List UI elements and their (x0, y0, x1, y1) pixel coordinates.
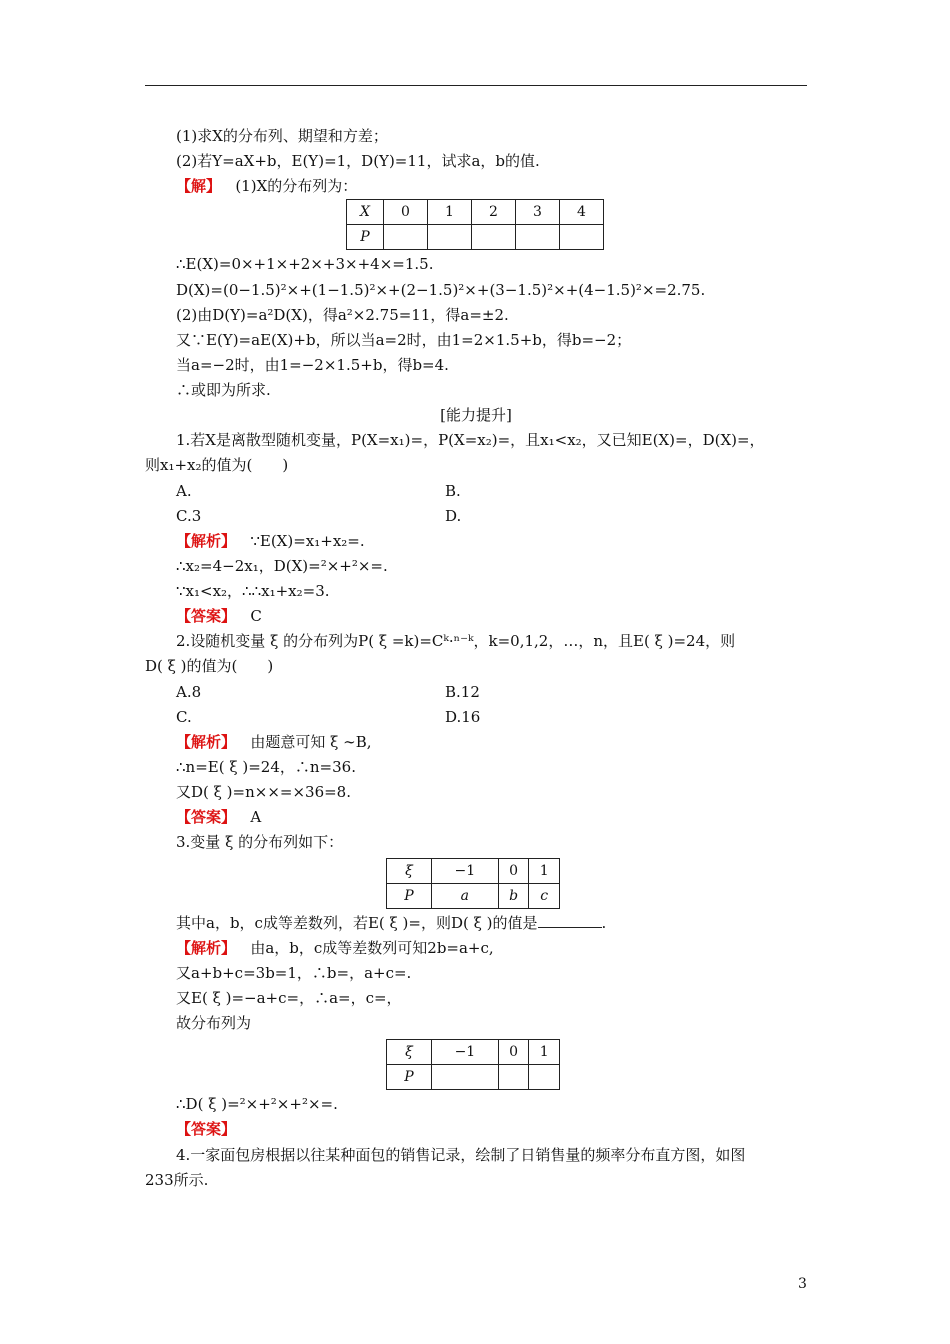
period-mark: . (601, 914, 607, 932)
analysis-text: 由a，b，c成等差数列可知2b=a+c, (250, 939, 494, 957)
table-cell: 0 (498, 1040, 529, 1065)
analysis-label: 【解析】 (176, 532, 237, 550)
expectation-line: ∴E(X)=0×+1×+2×+3×+4×=1.5. (176, 255, 434, 273)
part2-line-2: 又∵E(Y)=aE(X)+b，所以当a=2时，由1=2×1.5+b，得b=−2； (176, 331, 632, 349)
table-cell (560, 225, 604, 250)
table-cell: 1 (529, 1040, 560, 1065)
analysis-label: 【解析】 (176, 733, 237, 751)
solution-intro (176, 176, 357, 196)
q2-analysis-3: 又D( ξ )=n××=×36=8. (176, 783, 351, 801)
q1-line-1: 1.若X是离散型随机变量，P(X=x₁)=，P(X=x₂)=，且x₁<x₂，又已知E(X)=，D(X)=， (176, 431, 765, 449)
answer-text: A (250, 808, 262, 826)
q1-analysis-1 (176, 531, 365, 551)
answer-label: 【答案】 (176, 1120, 237, 1138)
table-cell (384, 225, 428, 250)
q2-line-1: 2.设随机变量 ξ 的分布列为P( ξ =k)=Cᵏ·ⁿ⁻ᵏ，k=0,1,2，…，n，且E( ξ )=24，则 (176, 632, 736, 650)
section-heading: [能力提升] (440, 406, 512, 424)
q1-answer (176, 606, 262, 626)
q3-question-text: 其中a，b，c成等差数列，若E( ξ )=，则D( ξ )的值是 (176, 914, 538, 932)
distribution-table-x (346, 199, 604, 250)
solution-text: (1)X的分布列为： (235, 177, 358, 195)
q2-line-2: D( ξ )的值为( ) (145, 657, 274, 675)
table-cell: a (432, 884, 499, 909)
analysis-text: 由题意可知 ξ ∼B, (250, 733, 372, 751)
q2-answer (176, 807, 261, 827)
part2-conclusion: ∴或即为所求. (176, 381, 271, 399)
table-cell (428, 225, 472, 250)
part2-line-1: (2)由D(Y)=a²D(X)，得a²×2.75=11，得a=±2. (176, 306, 509, 324)
q3-analysis-2: 又a+b+c=3b=1，∴b=，a+c=. (176, 964, 412, 982)
q4-line-2: 233所示. (145, 1171, 209, 1189)
page-number: 3 (798, 1276, 807, 1292)
table-cell: P (347, 225, 384, 250)
q1-option-d: D. (445, 507, 462, 525)
q3-analysis-4: 故分布列为 (176, 1014, 252, 1032)
table-cell: ξ (387, 1040, 432, 1065)
table-cell (516, 225, 560, 250)
table-cell: 2 (472, 200, 516, 225)
q3-analysis-1 (176, 938, 494, 958)
solution-label: 【解】 (176, 177, 222, 195)
q1-line-2: 则x₁+x₂的值为( ) (145, 456, 289, 474)
answer-label: 【答案】 (176, 607, 237, 625)
header-rule (145, 85, 807, 86)
table-cell: 0 (498, 859, 529, 884)
analysis-label: 【解析】 (176, 939, 237, 957)
table-cell: b (498, 884, 529, 909)
table-cell (472, 225, 516, 250)
analysis-text: ∵E(X)=x₁+x₂=. (250, 532, 365, 550)
table-cell: 1 (529, 859, 560, 884)
q2-analysis-1 (176, 732, 372, 752)
question-part-1: (1)求X的分布列、期望和方差； (176, 127, 388, 145)
table-cell (432, 1065, 499, 1090)
q1-option-c: C.3 (176, 507, 202, 525)
table-cell: −1 (432, 859, 499, 884)
part2-line-3: 当a=−2时，由1=−2×1.5+b，得b=4. (176, 356, 449, 374)
question-part-2: (2)若Y=aX+b，E(Y)=1，D(Y)=11，试求a，b的值. (176, 152, 540, 170)
distribution-table-xi-2 (386, 1039, 560, 1090)
q3-analysis-3: 又E( ξ )=−a+c=，∴a=，c=， (176, 989, 402, 1007)
q3-line-2 (176, 913, 606, 933)
table-cell: 1 (428, 200, 472, 225)
q3-analysis-5: ∴D( ξ )=²×+²×+²×=. (176, 1095, 338, 1113)
q2-option-a: A.8 (176, 683, 202, 701)
answer-blank (538, 913, 602, 928)
answer-label: 【答案】 (176, 808, 237, 826)
table-cell: 4 (560, 200, 604, 225)
q3-line-1: 3.变量 ξ 的分布列如下： (176, 833, 344, 851)
q1-analysis-2: ∴x₂=4−2x₁，D(X)=²×+²×=. (176, 557, 388, 575)
table-cell: 3 (516, 200, 560, 225)
table-cell: X (347, 200, 384, 225)
q2-option-d: D.16 (445, 708, 481, 726)
q1-analysis-3: ∵x₁<x₂，∴∴x₁+x₂=3. (176, 582, 330, 600)
table-cell: P (387, 884, 432, 909)
q4-line-1: 4.一家面包房根据以往某种面包的销售记录，绘制了日销售量的频率分布直方图，如图 (176, 1146, 746, 1164)
q2-option-c: C. (176, 708, 192, 726)
table-cell: ξ (387, 859, 432, 884)
q2-analysis-2: ∴n=E( ξ )=24，∴n=36. (176, 758, 356, 776)
q2-option-b: B.12 (445, 683, 480, 701)
answer-text: C (250, 607, 262, 625)
variance-line: D(X)=(0−1.5)²×+(1−1.5)²×+(2−1.5)²×+(3−1.5)²×+(4−1.5)²×=2.75. (176, 281, 706, 299)
table-cell: −1 (432, 1040, 499, 1065)
table-cell: c (529, 884, 560, 909)
q1-option-b: B. (445, 482, 461, 500)
q1-option-a: A. (176, 482, 192, 500)
distribution-table-xi (386, 858, 560, 909)
table-cell: 0 (384, 200, 428, 225)
q3-answer (176, 1119, 236, 1139)
table-cell: P (387, 1065, 432, 1090)
table-cell (529, 1065, 560, 1090)
table-cell (498, 1065, 529, 1090)
